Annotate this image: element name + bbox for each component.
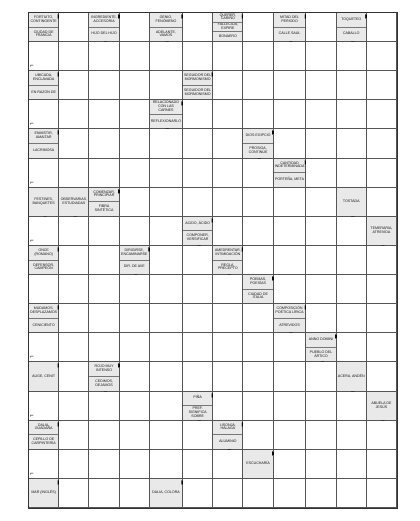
clue-text: ADELANTE, VAMOS [150, 27, 182, 42]
clue-text: DIRIGIRSE, ENCAMINARSE [121, 247, 148, 256]
clue-text: MUDAMOS, DESPLAZAMOS [30, 306, 58, 314]
clue-text: PROSIGA, CONTINÚE [243, 143, 272, 158]
answer-cell[interactable] [150, 246, 183, 275]
clue-text: CENICIENTO [29, 318, 58, 333]
answer-cell[interactable] [59, 392, 89, 421]
clue-text: ANNO DOMINI [308, 337, 334, 342]
clue-text: CEPILLO DE CARPINTERÍA [29, 434, 58, 449]
clue-text: CALLE SAUL [274, 27, 306, 42]
answer-cell[interactable] [213, 159, 243, 188]
answer-cell[interactable] [150, 71, 183, 100]
clue-text: CABALLO [337, 27, 366, 42]
answer-cell[interactable] [89, 42, 119, 71]
answer-cell[interactable] [150, 129, 183, 158]
answer-cell[interactable] [59, 450, 89, 479]
answer-cell[interactable] [306, 275, 336, 304]
answer-cell[interactable] [367, 71, 397, 100]
clue-cell [29, 479, 59, 508]
corner-arrow-icon: ⌐ [30, 470, 34, 477]
answer-cell[interactable] [367, 129, 397, 158]
answer-cell[interactable] [89, 333, 119, 362]
answer-cell[interactable] [29, 100, 59, 129]
clue-cell [337, 13, 367, 42]
answer-cell[interactable] [367, 275, 397, 304]
answer-cell[interactable] [243, 246, 273, 275]
clue-text: CANTIDAD INDETERMINADA [274, 160, 305, 169]
answer-cell[interactable] [120, 450, 150, 479]
clue-cell [274, 159, 307, 188]
clue-cell [213, 13, 243, 42]
answer-cell[interactable] [306, 100, 336, 129]
clue-text: CIUDAD DE ITALIA [243, 289, 272, 304]
answer-cell[interactable] [150, 304, 183, 333]
clue-text: LACRIMOSA [29, 143, 58, 158]
answer-cell[interactable] [183, 450, 213, 479]
answer-cell[interactable] [120, 13, 150, 42]
answer-cell[interactable] [306, 13, 336, 42]
answer-cell[interactable] [274, 217, 307, 246]
answer-cell[interactable] [213, 362, 243, 391]
answer-cell[interactable] [367, 304, 397, 333]
answer-cell[interactable] [183, 129, 213, 158]
clue-text: PIÑA [193, 395, 202, 400]
clue-text: BONAERO [213, 31, 242, 41]
clue-cell [367, 392, 397, 421]
clue-cell [306, 333, 336, 362]
answer-cell[interactable] [367, 450, 397, 479]
clue-cell [243, 129, 273, 158]
answer-cell[interactable] [274, 100, 307, 129]
answer-cell[interactable] [274, 71, 307, 100]
clue-cell [337, 362, 367, 391]
answer-cell[interactable] [306, 188, 336, 217]
answer-cell[interactable] [29, 275, 59, 304]
answer-cell[interactable] [183, 246, 213, 275]
answer-cell[interactable] [120, 217, 150, 246]
clue-text: COMPONER, VERSIFICAR [183, 230, 212, 245]
answer-cell[interactable] [306, 246, 336, 275]
answer-cell[interactable] [367, 100, 397, 129]
answer-cell[interactable] [274, 188, 307, 217]
clue-text: REFLEXIONARLO [150, 114, 182, 129]
clue-text: POEMAS, POESÍAS [249, 277, 267, 285]
answer-cell[interactable] [183, 333, 213, 362]
answer-cell[interactable] [89, 450, 119, 479]
answer-cell[interactable] [183, 421, 213, 450]
answer-cell[interactable] [243, 479, 273, 508]
clue-cell [150, 479, 183, 508]
answer-cell[interactable] [306, 450, 336, 479]
answer-cell[interactable] [306, 71, 336, 100]
clue-text: CIUDAD DE FRANCIA [29, 27, 58, 42]
answer-cell[interactable] [367, 421, 397, 450]
clue-text: PORTEÑA, META [274, 172, 306, 187]
clue-cell [120, 246, 150, 275]
answer-cell[interactable] [29, 159, 59, 188]
answer-cell[interactable] [337, 392, 367, 421]
clue-text: MAR (INGLÉS) [31, 490, 56, 495]
answer-cell[interactable] [213, 479, 243, 508]
clue-text: ESCUCHARÍA [246, 460, 270, 465]
clue-cell [337, 188, 367, 217]
clue-cell [183, 392, 213, 421]
answer-cell[interactable] [150, 42, 183, 71]
clue-cell [274, 13, 307, 42]
answer-cell[interactable] [306, 304, 336, 333]
answer-cell[interactable] [150, 421, 183, 450]
corner-arrow-icon: ⌐ [30, 63, 34, 70]
answer-cell[interactable] [89, 246, 119, 275]
answer-cell[interactable] [213, 333, 243, 362]
clue-text: OBSERVARIAS, ESTUDIADAS [60, 196, 88, 205]
answer-cell[interactable] [59, 304, 89, 333]
answer-cell[interactable] [89, 217, 119, 246]
answer-cell[interactable] [59, 42, 89, 71]
clue-text: DALIA, GUADAÑA [34, 422, 53, 431]
answer-cell[interactable] [306, 362, 336, 391]
answer-cell[interactable] [183, 479, 213, 508]
answer-cell[interactable] [183, 42, 213, 71]
corner-arrow-icon: ⌐ [30, 179, 34, 186]
clue-text: ENMISTIR, AMAITAR [34, 131, 53, 140]
answer-cell[interactable] [213, 392, 243, 421]
answer-cell[interactable] [89, 100, 119, 129]
clue-text: GENIO, FENÓMENO [155, 15, 177, 23]
answer-cell[interactable] [150, 333, 183, 362]
clue-text: LISONJA, HALAGA [219, 422, 236, 431]
answer-cell[interactable] [29, 450, 59, 479]
answer-cell[interactable] [120, 304, 150, 333]
clue-cell [29, 304, 59, 333]
answer-cell[interactable] [337, 450, 367, 479]
clue-text: ACERA, ANDÉN [337, 373, 365, 378]
clue-text: ABUELA DE JESÚS [371, 400, 392, 409]
answer-cell[interactable] [243, 71, 273, 100]
crossword-grid [28, 12, 398, 509]
clue-cell [367, 217, 397, 246]
answer-cell[interactable] [120, 275, 150, 304]
answer-cell[interactable] [150, 392, 183, 421]
answer-cell[interactable] [337, 159, 367, 188]
answer-cell[interactable] [120, 392, 150, 421]
answer-cell[interactable] [213, 42, 243, 71]
answer-cell[interactable] [150, 362, 183, 391]
clue-text: UBICADA, ENCLAVADA [32, 73, 55, 82]
answer-cell[interactable] [183, 100, 213, 129]
answer-cell[interactable] [243, 159, 273, 188]
answer-cell[interactable] [150, 275, 183, 304]
clue-text: DEFENSOR, CAMPEÓN [29, 260, 58, 275]
answer-cell[interactable] [59, 217, 89, 246]
answer-cell[interactable] [243, 217, 273, 246]
clue-text: FIBRA SINTÉTICA [89, 201, 118, 216]
answer-cell[interactable] [337, 479, 367, 508]
clue-cell [183, 71, 213, 100]
answer-cell[interactable] [274, 392, 307, 421]
answer-cell[interactable] [367, 479, 397, 508]
answer-cell[interactable] [367, 42, 397, 71]
clue-text: REGLA, PRECEPTO [213, 260, 242, 275]
answer-cell[interactable] [59, 246, 89, 275]
clue-text: RELACIONADO CON LAS CARNES [152, 100, 179, 112]
answer-cell[interactable] [274, 246, 307, 275]
clue-cell [29, 421, 59, 450]
clue-text: FORTUITO, CONTINGENTE [30, 15, 57, 23]
clue-cell [213, 246, 243, 275]
clue-text: INGREDIENTE, ACCESORIA [91, 15, 117, 23]
clue-text: EN RAZON DE [29, 85, 58, 100]
answer-cell[interactable] [306, 159, 336, 188]
clue-text: PREF. SIGNIFICA SOBRE [183, 405, 212, 420]
clue-cell [150, 13, 183, 42]
answer-cell[interactable] [59, 421, 89, 450]
answer-cell[interactable] [274, 129, 307, 158]
answer-cell[interactable] [306, 129, 336, 158]
clue-cell [89, 13, 119, 42]
answer-cell[interactable] [120, 71, 150, 100]
answer-cell[interactable] [337, 333, 367, 362]
answer-cell[interactable] [183, 304, 213, 333]
answer-cell[interactable] [59, 275, 89, 304]
answer-cell[interactable] [120, 333, 150, 362]
answer-cell[interactable] [243, 392, 273, 421]
answer-cell[interactable] [183, 13, 213, 42]
answer-cell[interactable] [213, 450, 243, 479]
answer-cell[interactable] [337, 275, 367, 304]
answer-cell[interactable] [59, 100, 89, 129]
clue-cell [29, 246, 59, 275]
answer-cell[interactable] [274, 450, 307, 479]
answer-cell[interactable] [213, 188, 243, 217]
answer-cell[interactable] [120, 479, 150, 508]
clue-cell [183, 217, 213, 246]
answer-cell[interactable] [89, 421, 119, 450]
answer-cell[interactable] [89, 392, 119, 421]
clue-text: AUGE, CENIT [32, 373, 56, 378]
answer-cell[interactable] [150, 159, 183, 188]
clue-text: QUERER, CARIÑO [219, 13, 236, 21]
answer-cell[interactable] [29, 217, 59, 246]
answer-cell[interactable] [89, 304, 119, 333]
answer-cell[interactable] [367, 159, 397, 188]
clue-text: MITAD DEL PERIODO [280, 15, 299, 23]
clue-cell [29, 362, 59, 391]
answer-cell[interactable] [367, 246, 397, 275]
answer-cell[interactable] [29, 333, 59, 362]
clue-text: HIJO DEL HIJO [89, 27, 118, 42]
answer-cell[interactable] [213, 129, 243, 158]
clue-cell [29, 129, 59, 158]
answer-cell[interactable] [150, 217, 183, 246]
answer-cell[interactable] [337, 71, 367, 100]
clue-text: COMPOSICIÓN POÉTICA LÍRICA [275, 306, 304, 314]
answer-cell[interactable] [243, 100, 273, 129]
answer-cell[interactable] [59, 362, 89, 391]
answer-cell[interactable] [89, 275, 119, 304]
answer-cell[interactable] [337, 421, 367, 450]
clue-cell [29, 13, 59, 42]
answer-cell[interactable] [183, 362, 213, 391]
answer-cell[interactable] [337, 246, 367, 275]
answer-cell[interactable] [59, 159, 89, 188]
answer-cell[interactable] [337, 42, 367, 71]
clue-text: TOSTADA [342, 198, 360, 203]
answer-cell[interactable] [337, 129, 367, 158]
answer-cell[interactable] [59, 71, 89, 100]
clue-text: ROJO MUY INTENSO [94, 364, 114, 373]
clue-text: ONCE (ROMANO) [34, 247, 53, 256]
answer-cell[interactable] [243, 421, 273, 450]
clue-cell [274, 304, 307, 333]
answer-cell[interactable] [120, 421, 150, 450]
answer-cell[interactable] [274, 275, 307, 304]
clue-cell [150, 100, 183, 129]
answer-cell[interactable] [306, 421, 336, 450]
answer-cell[interactable] [120, 188, 150, 217]
clue-text: TOQUETEO [341, 16, 362, 21]
clue-text: AMEDRENTAR, INTIMIDACIÓN [214, 247, 241, 256]
clue-text: FALLECIDA, EXPIRE [213, 22, 242, 32]
answer-cell[interactable] [337, 100, 367, 129]
answer-cell[interactable] [213, 71, 243, 100]
answer-cell[interactable] [213, 304, 243, 333]
answer-cell[interactable] [120, 100, 150, 129]
answer-cell[interactable] [306, 479, 336, 508]
corner-arrow-icon: ⌐ [30, 412, 34, 419]
answer-cell[interactable] [120, 42, 150, 71]
clue-text: ATREVIDOS [274, 318, 306, 333]
answer-cell[interactable] [274, 479, 307, 508]
clue-cell [89, 188, 119, 217]
answer-cell[interactable] [59, 333, 89, 362]
corner-arrow-icon: ⌐ [30, 354, 34, 361]
corner-arrow-icon: ⌐ [30, 121, 34, 128]
answer-cell[interactable] [29, 392, 59, 421]
answer-cell[interactable] [150, 188, 183, 217]
answer-cell[interactable] [367, 362, 397, 391]
answer-cell[interactable] [367, 13, 397, 42]
answer-cell[interactable] [183, 275, 213, 304]
answer-cell[interactable] [120, 159, 150, 188]
clue-text: DALIA, COLORA [152, 490, 180, 495]
answer-cell[interactable] [213, 217, 243, 246]
clue-cell [213, 421, 243, 450]
answer-cell[interactable] [183, 159, 213, 188]
clue-text: TEMERARIA, ATREVIDA [370, 226, 393, 234]
answer-cell[interactable] [59, 13, 89, 42]
answer-cell[interactable] [243, 362, 273, 391]
answer-cell[interactable] [243, 188, 273, 217]
clue-cell [29, 188, 59, 217]
answer-cell[interactable] [89, 479, 119, 508]
answer-cell[interactable] [367, 188, 397, 217]
answer-cell[interactable] [120, 362, 150, 391]
answer-cell[interactable] [213, 275, 243, 304]
answer-cell[interactable] [274, 362, 307, 391]
answer-cell[interactable] [243, 42, 273, 71]
answer-cell[interactable] [337, 217, 367, 246]
answer-cell[interactable] [367, 333, 397, 362]
answer-cell[interactable] [150, 450, 183, 479]
clue-text: CEDIMOS, DEJAMOS [89, 376, 118, 391]
answer-cell[interactable] [183, 188, 213, 217]
clue-cell [243, 450, 273, 479]
answer-cell[interactable] [306, 42, 336, 71]
clue-cell [89, 362, 119, 391]
answer-cell[interactable] [89, 159, 119, 188]
clue-text: FESTINES, BANQUETES [32, 196, 55, 205]
answer-cell[interactable] [213, 100, 243, 129]
clue-cell [29, 71, 59, 100]
clue-text: SEGUIDOR DEL MORMONISMO [184, 73, 212, 82]
answer-cell[interactable] [306, 217, 336, 246]
answer-cell[interactable] [29, 42, 59, 71]
clue-cell [243, 275, 273, 304]
clue-text: DIR. DE AVE [120, 260, 149, 275]
answer-cell[interactable] [274, 421, 307, 450]
clue-cell [59, 188, 89, 217]
clue-text: ACIDO, ÁCIDO [185, 220, 210, 225]
answer-cell[interactable] [274, 42, 307, 71]
clue-text: PUEBLO DEL ÁRTICO [306, 347, 335, 362]
answer-cell[interactable] [337, 304, 367, 333]
answer-cell[interactable] [274, 333, 307, 362]
answer-cell[interactable] [89, 129, 119, 158]
clue-text: ALUMINIO [213, 434, 242, 449]
answer-cell[interactable] [306, 392, 336, 421]
answer-cell[interactable] [89, 71, 119, 100]
corner-arrow-icon: ⌐ [30, 237, 34, 244]
clue-text: COMENZAR, PRINCIPIAR [93, 189, 115, 198]
answer-cell[interactable] [243, 333, 273, 362]
answer-cell[interactable] [243, 304, 273, 333]
answer-cell[interactable] [59, 479, 89, 508]
answer-cell[interactable] [59, 129, 89, 158]
clue-text: SEGUIDOR DEL MORMONISMO [183, 85, 212, 100]
answer-cell[interactable] [243, 13, 273, 42]
clue-text: DIOS EGIPCIO [245, 133, 271, 138]
answer-cell[interactable] [120, 129, 150, 158]
